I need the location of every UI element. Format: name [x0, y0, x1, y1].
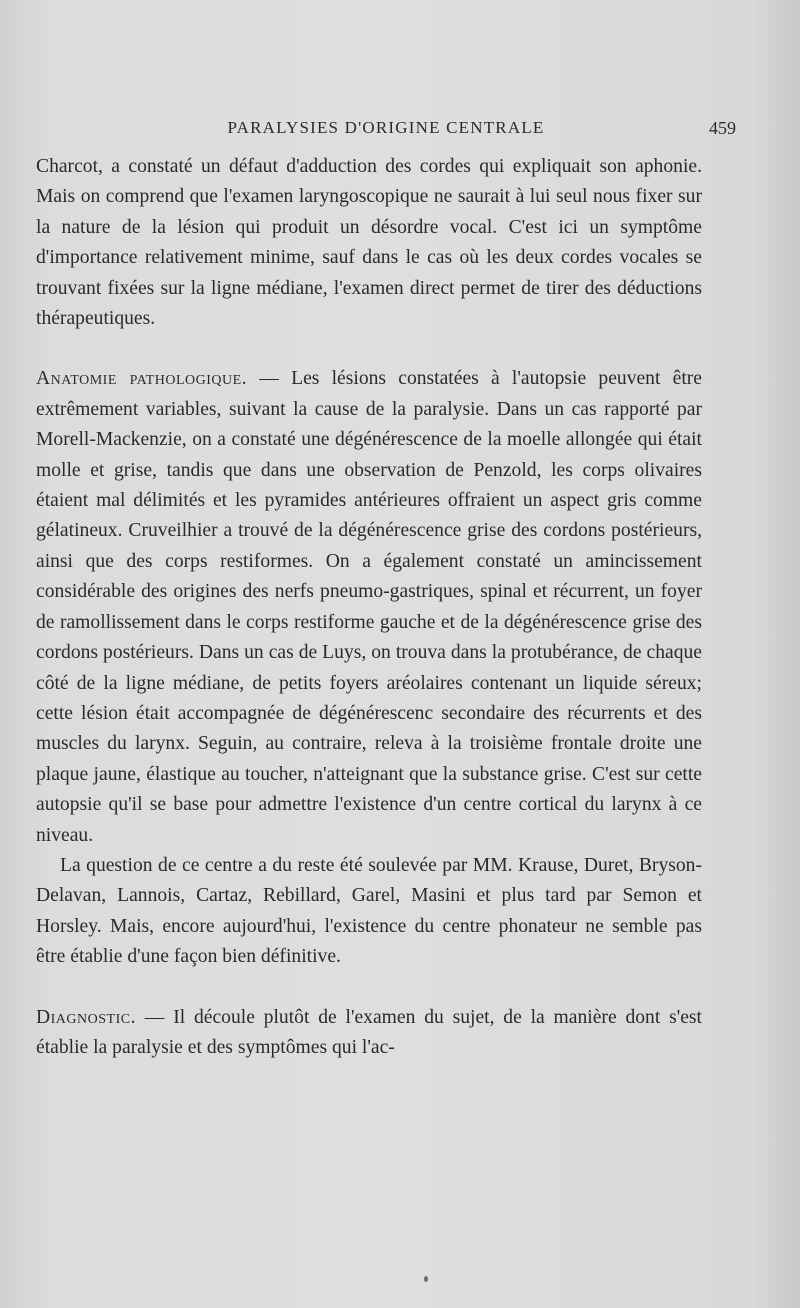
section-heading-diagnostic: Diagnostic.: [36, 1006, 136, 1028]
paragraph-diagnostic-text: — Il découle plutôt de l'examen du sujet, de la manière dont s'est établie la paralysie et des symptômes qui l'ac-: [36, 1006, 702, 1058]
paragraph-diagnostic: [36, 1003, 702, 1064]
section-heading-anatomie: Anatomie pathologique.: [36, 368, 248, 390]
paragraph-anatomie: [36, 364, 702, 851]
paragraph-anatomie-text: — Les lésions constatées à l'autopsie peuvent être extrêmement variables, suivant la cause de la paralysie. Dans un cas rapporté par Morell-Mackenzie, on a constaté une dégénérescence de la moelle allongée qui était molle et grise, tandis que dans une observation de Penzold, les corps olivaires étaient mal délimités et les pyramides antérieures offraient un aspect gris comme gélatineux. Cruveilhier a trouvé de la dégénérescence grise des cordons postérieurs, ainsi que des corps restiformes. On a également constaté un amincissement considérable des origines des nerfs pneumo-gastriques, spinal et récurrent, un foyer de ramollissement dans le corps restiforme gauche et de la dégénérescence grise des cordons postérieurs. Dans un cas de Luys, on trouva dans la protubérance, de chaque côté de la ligne médiane, de petits foyers aréolaires contenant un liquide séreux; cette lésion était accompagnée de dégénérescenc secondaire des récurrents et des muscles du larynx. Seguin, au contraire, releva à la troisième frontale droite une plaque jaune, élastique au toucher, n'atteignant que la substance grise. C'est sur cette autopsie qu'il se base pour admettre l'existence d'un centre cortical du larynx à ce niveau.: [36, 368, 703, 846]
running-title: PARALYSIES D'ORIGINE CENTRALE: [227, 118, 545, 137]
paragraph-gap: [36, 334, 702, 364]
page-body: [36, 152, 702, 1063]
printer-mark: [424, 1276, 428, 1282]
paragraph-centre: La question de ce centre a du reste été soulevée par MM. Krause, Duret, Bryson-Delavan, Lannois, Cartaz, Rebillard, Garel, Masini et plus tard par Semon et Horsley. Mais, encore aujourd'hui, l'existence du centre phonateur ne semble pas être établie d'une façon bien définitive.: [36, 854, 702, 968]
running-head: [36, 116, 736, 140]
paragraph-gap: [36, 973, 702, 1003]
paragraph-laryngoscopy: Charcot, a constaté un défaut d'adduction des cordes qui expliquait son aphonie. Mais on comprend que l'examen laryngoscopique ne saurait à lui seul nous fixer sur la nature de la lésion qui produit un désordre vocal. C'est ici un symptôme d'importance relativement minime, sauf dans le cas où les deux cordes vocales se trouvant fixées sur la ligne médiane, l'examen direct permet de tirer des déductions thérapeutiques.: [36, 156, 702, 330]
page-number: 459: [709, 118, 736, 138]
